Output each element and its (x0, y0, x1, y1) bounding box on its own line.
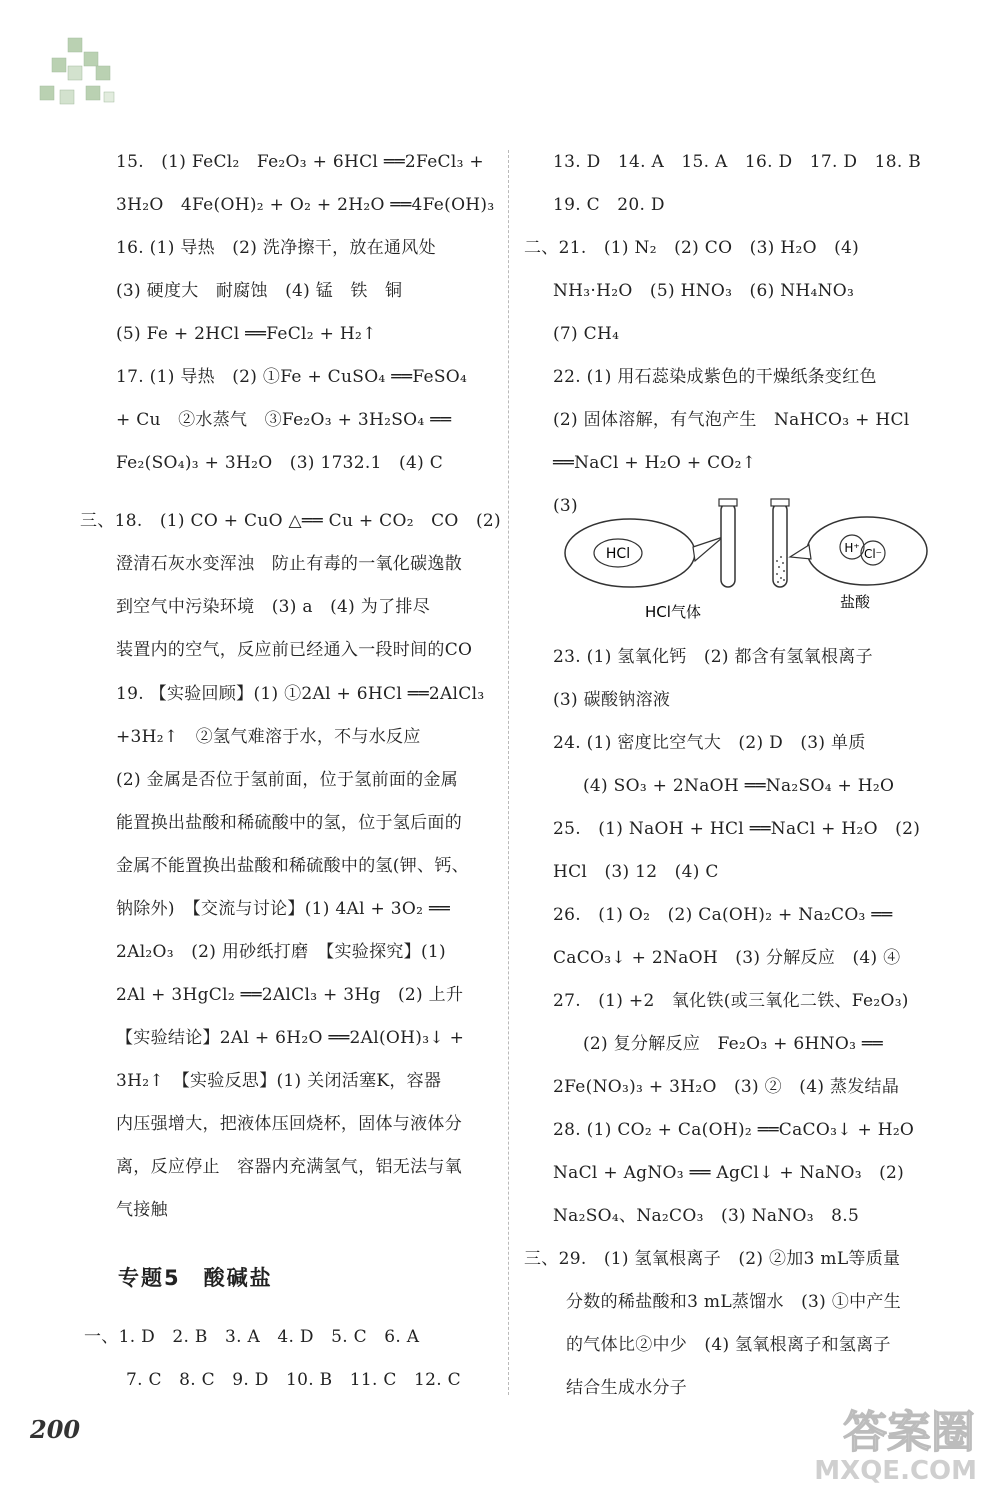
answer-line: NH₃·H₂O (5) HNO₃ (6) NH₄NO₃ (553, 281, 855, 301)
answer-line: 气接触 (116, 1200, 168, 1220)
answer-line: 分数的稀盐酸和3 mL蒸馏水 (3) ①中产生 (566, 1292, 902, 1312)
section-title: 专题5 酸碱盐 (118, 1266, 273, 1290)
answer-line: 二、21. (1) N₂ (2) CO (3) H₂O (4) (524, 238, 860, 258)
answer-line: 三、29. (1) 氢氧根离子 (2) ②加3 mL等质量 (524, 1249, 901, 1269)
hcl-diagram (555, 495, 935, 625)
answer-line: NaCl + AgNO₃ ══ AgCl↓ + NaNO₃ (2) (553, 1163, 905, 1183)
answer-line: 15. (1) FeCl₂ Fe₂O₃ + 6HCl ══2FeCl₃ + (116, 152, 484, 172)
answer-line: (3) 硬度大 耐腐蚀 (4) 锰 铁 铜 (116, 281, 403, 301)
answer-line: 17. (1) 导热 (2) ①Fe + CuSO₄ ══FeSO₄ (116, 367, 468, 387)
answer-line: 的气体比②中少 (4) 氢氧根离子和氢离子 (566, 1335, 891, 1355)
answer-line: 2Al₂O₃ (2) 用砂纸打磨 【实验探究】(1) (116, 942, 446, 962)
answer-line: 26. (1) O₂ (2) Ca(OH)₂ + Na₂CO₃ ══ (553, 905, 893, 925)
answer-line: ══NaCl + H₂O + CO₂↑ (553, 453, 757, 473)
answer-line: HCl (3) 12 (4) C (553, 862, 719, 882)
answer-line: 能置换出盐酸和稀硫酸中的氢，位于氢后面的 (116, 813, 462, 833)
answer-line: 24. (1) 密度比空气大 (2) D (3) 单质 (553, 733, 866, 753)
answer-line: 19. 【实验回顾】(1) ①2Al + 6HCl ══2AlCl₃ (116, 684, 485, 704)
answer-line: 装置内的空气，反应前已经通入一段时间的CO (116, 640, 473, 660)
answer-line: 结合生成水分子 (566, 1378, 688, 1398)
answer-line: (5) Fe + 2HCl ══FeCl₂ + H₂↑ (116, 324, 377, 344)
answer-line: (3) (553, 496, 578, 516)
answer-line: (2) 固体溶解，有气泡产生 NaHCO₃ + HCl (553, 410, 910, 430)
answer-line: (4) SO₃ + 2NaOH ══Na₂SO₄ + H₂O (583, 776, 895, 796)
answer-line: 一、1. D 2. B 3. A 4. D 5. C 6. A (84, 1327, 420, 1347)
answer-line: 13. D 14. A 15. A 16. D 17. D 18. B (553, 152, 922, 172)
answer-line: 3H₂↑ 【实验反思】(1) 关闭活塞K，容器 (116, 1071, 442, 1091)
decorative-cubes-icon (30, 30, 125, 115)
answer-line: 内压强增大，把液体压回烧杯，固体与液体分 (116, 1114, 462, 1134)
answer-line: CaCO₃↓ + 2NaOH (3) 分解反应 (4) ④ (553, 948, 901, 968)
test-tube-empty (721, 503, 735, 587)
hcl-gas-caption: HCl气体 (645, 603, 701, 621)
answer-line: 钠除外) 【交流与讨论】(1) 4Al + 3O₂ ══ (116, 899, 451, 919)
answer-line: 22. (1) 用石蕊染成紫色的干燥纸条变红色 (553, 367, 877, 387)
answer-line: 离，反应停止 容器内充满氢气，铝无法与氧 (116, 1157, 462, 1177)
answer-line: 27. (1) +2 氧化铁(或三氧化二铁、Fe₂O₃) (553, 991, 909, 1011)
answer-line: 16. (1) 导热 (2) 洗净擦干，放在通风处 (116, 238, 436, 258)
answer-line: 金属不能置换出盐酸和稀硫酸中的氢(钾、钙、 (116, 856, 469, 876)
answer-line: Fe₂(SO₄)₃ + 3H₂O (3) 1732.1 (4) C (116, 453, 444, 473)
answer-line: Na₂SO₄、Na₂CO₃ (3) NaNO₃ 8.5 (553, 1206, 860, 1226)
answer-line: 到空气中污染环境 (3) a (4) 为了排尽 (116, 597, 431, 617)
answer-line: (2) 金属是否位于氢前面，位于氢前面的金属 (116, 770, 459, 790)
hydrochloric-acid-caption: 盐酸 (839, 593, 871, 611)
answer-line: 【实验结论】2Al + 6H₂O ══2Al(OH)₃↓ + (116, 1028, 465, 1048)
answer-line: 3H₂O 4Fe(OH)₂ + O₂ + 2H₂O ══4Fe(OH)₃ (116, 195, 495, 215)
answer-line: 28. (1) CO₂ + Ca(OH)₂ ══CaCO₃↓ + H₂O (553, 1120, 915, 1140)
hydrogen-ion-label: H⁺ (844, 541, 860, 555)
column-divider (508, 150, 509, 1395)
answer-line: 25. (1) NaOH + HCl ══NaCl + H₂O (2) (553, 819, 921, 839)
answer-line: (3) 碳酸钠溶液 (553, 690, 671, 710)
answer-line: 2Al + 3HgCl₂ ══2AlCl₃ + 3Hg (2) 上升 (116, 985, 464, 1005)
answer-line: 三、18. (1) CO + CuO △══ Cu + CO₂ CO (2) (80, 511, 501, 531)
answer-line: 澄清石灰水变浑浊 防止有毒的一氧化碳逸散 (116, 554, 462, 574)
answer-line: (7) CH₄ (553, 324, 620, 344)
answer-line: 2Fe(NO₃)₃ + 3H₂O (3) ② (4) 蒸发结晶 (553, 1077, 900, 1097)
test-tube-acid (773, 503, 787, 587)
answer-line: +3H₂↑ ②氢气难溶于水，不与水反应 (116, 727, 421, 747)
watermark-logo (705, 1395, 995, 1485)
svg-text:MXQE.COM: MXQE.COM (814, 1456, 977, 1485)
answer-line: + Cu ②水蒸气 ③Fe₂O₃ + 3H₂SO₄ ══ (116, 410, 452, 430)
chloride-ion-label: Cl⁻ (863, 547, 883, 561)
answer-line: 7. C 8. C 9. D 10. B 11. C 12. C (126, 1370, 461, 1390)
svg-text:答案圈: 答案圈 (843, 1407, 975, 1458)
answer-line: 23. (1) 氢氧化钙 (2) 都含有氢氧根离子 (553, 647, 873, 667)
hcl-molecule-label: HCl (605, 546, 631, 562)
page-number: 200 (30, 1415, 81, 1444)
answer-line: (2) 复分解反应 Fe₂O₃ + 6HNO₃ ══ (583, 1034, 883, 1054)
answer-line: 19. C 20. D (553, 195, 665, 215)
